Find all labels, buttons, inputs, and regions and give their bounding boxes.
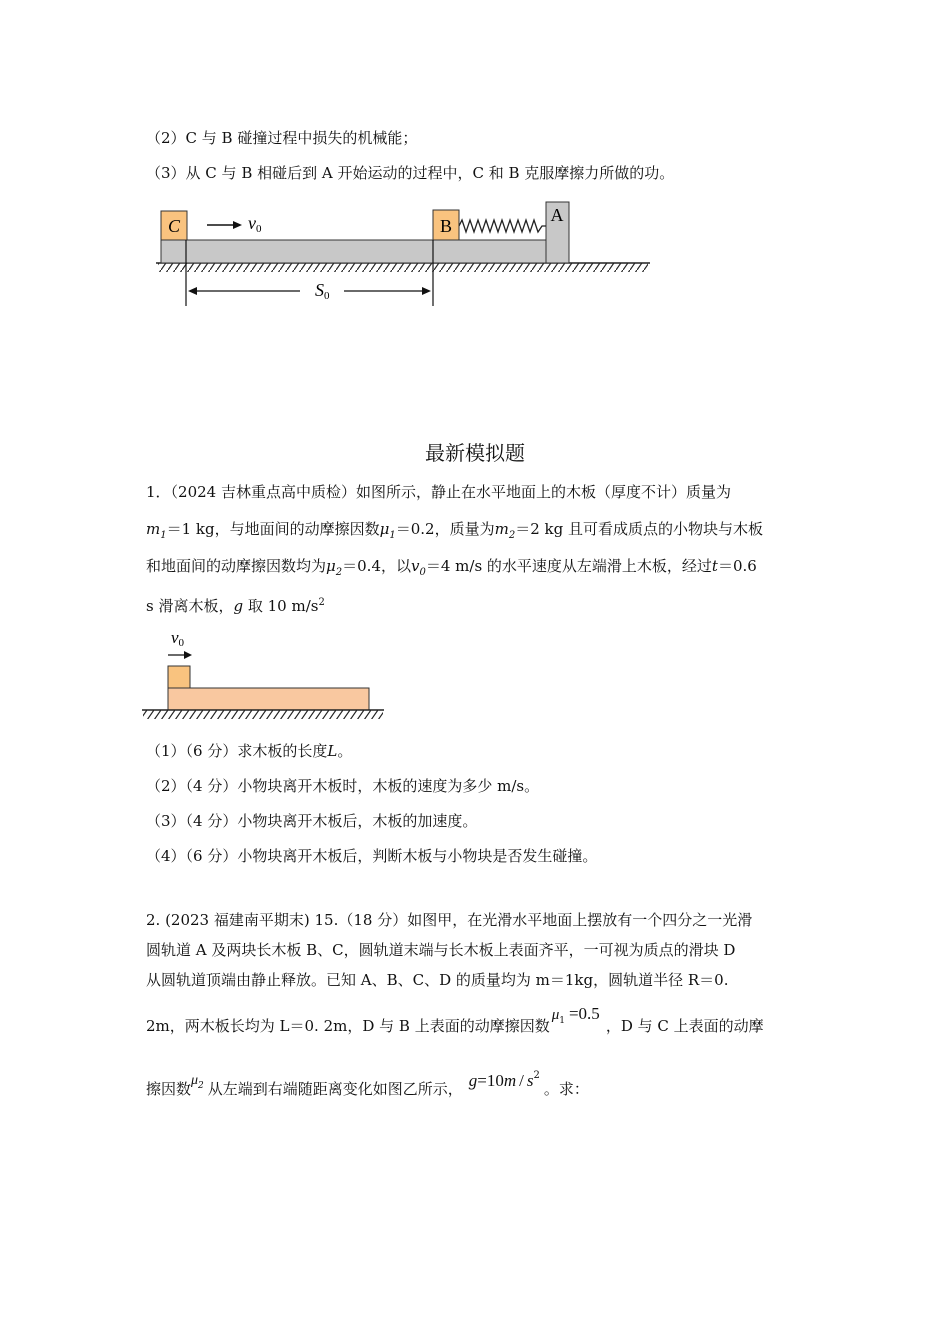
- problem2-line3: 从圆轨道顶端由静止释放。已知 A、B、C、D 的质量均为 m＝1kg，圆轨道半径 R＝0.: [146, 971, 729, 989]
- problem1-line1: 1．（2024 吉林重点高中质检）如图所示，静止在水平地面上的木板（厚度不计）质量为: [146, 483, 731, 501]
- problem1-line3: 和地面间的动摩擦因数均为$\mu_2=0.4$，以$v_0=4$ m/s 的水平速度从左端滑上木板，经过t＝0.6: [146, 557, 757, 578]
- plank-ground-hatching: [143, 710, 383, 719]
- velocity-label: v0: [248, 213, 262, 235]
- section-title: 最新模拟题: [425, 441, 525, 465]
- prev-question-2: （2）C 与 B 碰撞过程中损失的机械能；: [146, 129, 418, 147]
- problem1-sub2: （2）（4 分）小物块离开木板时，木板的速度为多少 m/s。: [146, 777, 540, 795]
- distance-label: S0: [315, 280, 330, 302]
- plank-velocity-label: v0: [171, 628, 185, 649]
- plank: [168, 688, 369, 710]
- problem2-line5: 擦因数$\mu_2$ 从左端到右端随距离变化如图乙所示， $g=10m / s^2$。求：: [146, 1070, 589, 1098]
- small-block: [168, 666, 190, 688]
- problem1-sub4: （4）（6 分）小物块离开木板后，判断木板与小物块是否发生碰撞。: [146, 847, 598, 865]
- problem1-line4: s 滑离木板，g 取 10 $m/s^2$: [146, 597, 325, 615]
- prev-question-3: （3）从 C 与 B 相碰后到 A 开始运动的过程中，C 和 B 克服摩擦力所做的功。: [146, 164, 675, 182]
- label-c: C: [167, 216, 181, 236]
- problem2-line4: 2m，两木板长均为 L＝0. 2m，D 与 B 上表面的动摩擦因数$\mu_1 =0.5$，D 与 C 上表面的动摩: [146, 1004, 764, 1035]
- problem1-sub3: （3）（4 分）小物块离开木板后，木板的加速度。: [146, 812, 478, 830]
- problem1-sub1: （1）（6 分）求木板的长度L。: [146, 742, 353, 760]
- problem1-line2: $m_1=1$ kg，与地面间的动摩擦因数$\mu_1=0.2$，质量为$m_2=2$ kg 且可看成质点的小物块与木板: [146, 520, 763, 541]
- label-b: B: [439, 216, 453, 236]
- problem2-line2: 圆轨道 A 及两块长木板 B、C，圆轨道末端与长木板上表面齐平，一可视为质点的滑块 D: [146, 941, 736, 959]
- label-a: A: [550, 205, 564, 225]
- problem2-line1: 2. (2023 福建南平期末) 15.（18 分）如图甲，在光滑水平地面上摆放有一个四分之一光滑: [146, 911, 753, 929]
